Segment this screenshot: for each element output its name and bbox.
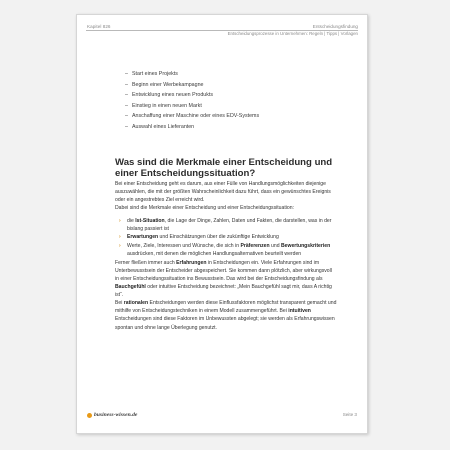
paragraph-experience: Ferner fließen immer auch Erfahrungen in Entscheidungen ein. Viele Erfahrungen sind im Unterbewusstsein der Entscheider abgespeichert. Sie kommen dann plötzlich, aber wirkungsvoll in einer Entscheidungssituation ins Bewusstsein. Das wird bei der Entscheidungsfindung als Bauchgefühl oder intuitive Entscheidung bezeichnet: „Mein Bauchgefühl sagt mir, dass A richtig ist“. bbox=[115, 259, 332, 299]
intro-list bbox=[125, 71, 337, 135]
logo-text: business-wissen.de bbox=[94, 412, 138, 418]
list-item: – Beginn einer Werbekampagne bbox=[125, 82, 337, 93]
features-list bbox=[119, 217, 337, 259]
header-subtitle: Entscheidungsprozesse in Unternehmen: Regeln | Tipps | Vorlagen bbox=[227, 31, 358, 36]
page-content bbox=[115, 71, 337, 332]
feature-item: › Werte, Ziele, Interessen und Wünsche, die sich in Präferenzen und Bewertungskriterien ausdrücken, mit denen die möglichen Handlungsalternativen beurteilt werden bbox=[119, 242, 337, 258]
list-item: – Auswahl eines Lieferanten bbox=[125, 124, 337, 135]
list-item: – Start eines Projekts bbox=[125, 71, 337, 82]
header-topic: Entscheidungsfindung bbox=[312, 24, 358, 29]
paragraph-rational-intuitive: Bei rationalen Entscheidungen werden diese Einflussfaktoren möglichst transparent gemacht und mithilfe von Entscheidungstechniken in einem Modell zusammengeführt. Bei intuitiven Entscheidungen sind diese Faktoren im Unbewussten abgelegt; sie werden als Erfahrungswissen spontan und ohne lange Überlegung genutzt. bbox=[115, 300, 337, 331]
section-heading: Was sind die Merkmale einer Entscheidung und einer Entscheidungssituation? bbox=[115, 156, 333, 180]
list-item: – Anschaffung einer Maschine oder eines EDV-Systems bbox=[125, 113, 337, 124]
feature-item: › Erwartungen und Einschätzungen über die zukünftige Entwicklung bbox=[119, 233, 337, 241]
logo-dot-icon bbox=[87, 413, 92, 418]
page-number: Seite 3 bbox=[342, 412, 357, 417]
business-wissen-logo bbox=[87, 412, 137, 418]
paragraph-definition: Bei einer Entscheidung geht es darum, aus einer Fülle von Handlungsmöglichkeiten diejenige auszuwählen, die mit der größten Wahrscheinlichkeit dazu führt, dass ein gewünschtes Ereignis oder ein angestrebtes Ziel erreicht wird. bbox=[115, 181, 331, 204]
chapter-label: Kapitel 826 bbox=[87, 24, 111, 29]
feature-item: › die Ist-Situation, die Lage der Dinge, Zahlen, Daten und Fakten, die darstellen, was in der bislang passiert ist bbox=[119, 217, 337, 233]
list-item: – Entwicklung eines neuen Produkts bbox=[125, 92, 337, 103]
paragraph-features-intro: Dabei sind die Merkmale einer Entscheidung und einer Entscheidungssituation: bbox=[115, 205, 294, 212]
document-page bbox=[76, 14, 368, 434]
list-item: – Einstieg in einen neuen Markt bbox=[125, 103, 337, 114]
